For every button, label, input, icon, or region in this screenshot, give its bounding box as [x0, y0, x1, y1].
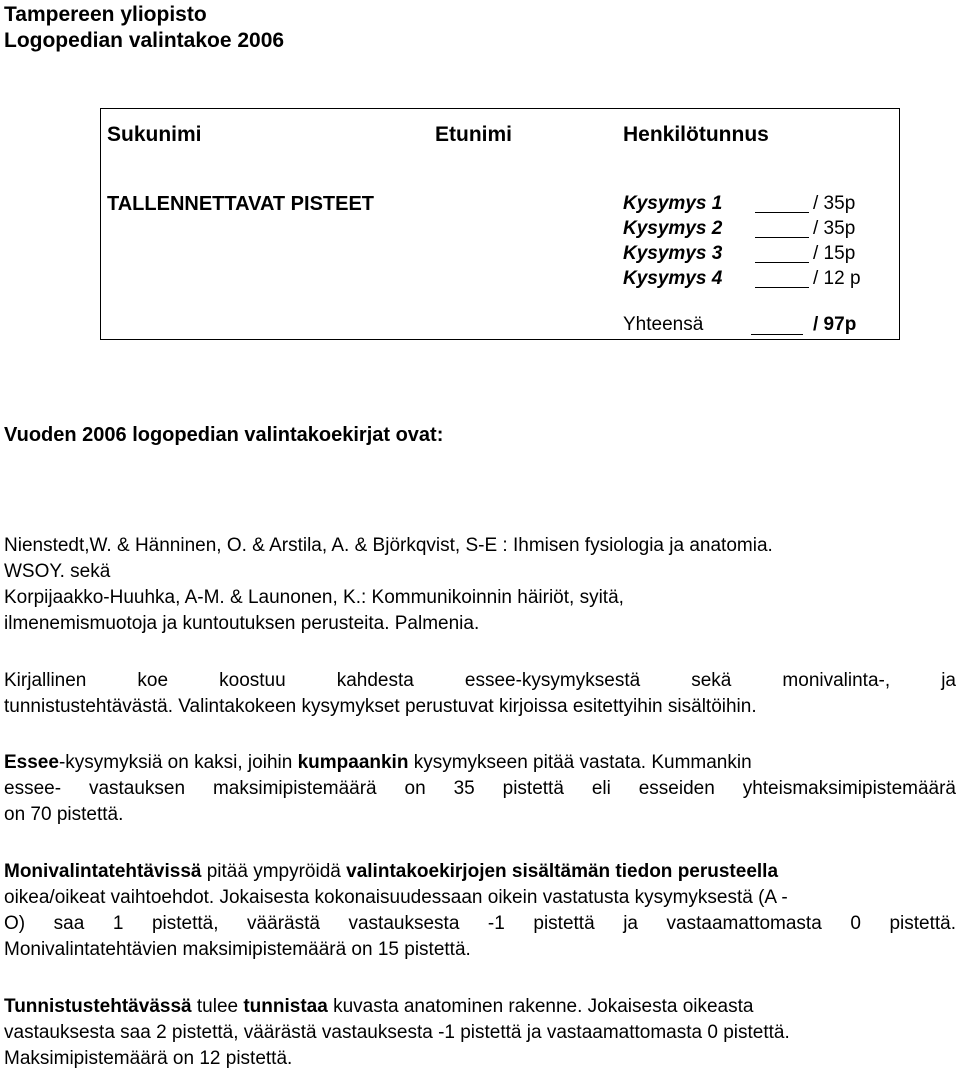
- total-label: Yhteensä: [623, 314, 704, 335]
- books-heading: Vuoden 2006 logopedian valintakoekirjat ovat:: [4, 424, 444, 446]
- book-line: WSOY. sekä: [4, 561, 111, 582]
- tally-title: TALLENNETTAVAT PISTEET: [107, 193, 375, 215]
- essay-paragraph: [4, 750, 956, 828]
- emphasis: valintakoekirjojen sisältämän tiedon perusteella: [346, 861, 779, 882]
- score-blank: [755, 287, 809, 288]
- paragraph-line: Monivalintatehtävien maksimipistemäärä on 15 pistettä.: [4, 939, 471, 960]
- text-run: kysymykseen pitää vastata. Kummankin: [408, 752, 752, 773]
- paragraph-line: on 70 pistettä.: [4, 804, 124, 825]
- multiple-choice-paragraph: [4, 859, 956, 963]
- question-max: / 35p: [813, 218, 856, 239]
- book-list: [4, 533, 956, 637]
- essay-term: Essee: [4, 752, 59, 773]
- question-label: Kysymys 2: [623, 218, 723, 239]
- id-label: Henkilötunnus: [623, 123, 769, 146]
- id-task-term: Tunnistustehtävässä: [4, 996, 192, 1017]
- paragraph-line: vastauksesta saa 2 pistettä, väärästä vastauksesta -1 pistettä ja vastaamattomasta 0 pistettä.: [4, 1022, 790, 1043]
- paragraph-line: O) saa 1 pistettä, väärästä vastauksesta -1 pistettä ja vastaamattomasta 0 pistettä.: [4, 913, 956, 934]
- firstname-label: Etunimi: [435, 123, 512, 146]
- paragraph-line: oikea/oikeat vaihtoehdot. Jokaisesta kokonaisuudessaan oikein vastatusta kysymyksestä (A -: [4, 887, 788, 908]
- text-run: pitää ympyröidä: [201, 861, 347, 882]
- score-blank: [755, 262, 809, 263]
- surname-label: Sukunimi: [107, 123, 202, 146]
- score-blank: [755, 237, 809, 238]
- question-max: / 35p: [813, 193, 856, 214]
- paragraph-line: Kirjallinen koe koostuu kahdesta essee-kysymyksestä sekä monivalinta-, ja: [4, 670, 956, 691]
- identification-paragraph: [4, 994, 956, 1072]
- score-box: [100, 108, 900, 340]
- paragraph-line: essee- vastauksen maksimipistemäärä on 35 pistettä eli esseiden yhteismaksimipistemäärä: [4, 778, 956, 799]
- university-name: Tampereen yliopisto: [4, 3, 207, 26]
- emphasis: tunnistaa: [243, 996, 328, 1017]
- paragraph-line: Maksimipistemäärä on 12 pistettä.: [4, 1048, 293, 1069]
- text-run: kuvasta anatominen rakenne. Jokaisesta oikeasta: [327, 996, 754, 1017]
- paragraph-line: tunnistustehtävästä. Valintakokeen kysymykset perustuvat kirjoissa esitettyihin sisältöihin.: [4, 696, 757, 717]
- question-max: / 12 p: [813, 268, 861, 289]
- question-label: Kysymys 3: [623, 243, 723, 264]
- book-line: Nienstedt,W. & Hänninen, O. & Arstila, A. & Björkqvist, S-E : Ihmisen fysiologia ja anatomia.: [4, 535, 773, 556]
- paragraph-line: [4, 994, 956, 1020]
- total-blank: [751, 334, 803, 335]
- exam-title: Logopedian valintakoe 2006: [4, 29, 285, 52]
- text-run: tulee: [191, 996, 244, 1017]
- mc-term: Monivalintatehtävissä: [4, 861, 202, 882]
- text-run: -kysymyksiä on kaksi, joihin: [58, 752, 298, 773]
- paragraph-line: [4, 859, 956, 885]
- book-line: Korpijaakko-Huuhka, A-M. & Launonen, K.: Kommunikoinnin häiriöt, syitä,: [4, 587, 624, 608]
- total-max: / 97p: [813, 314, 857, 335]
- emphasis: kumpaankin: [297, 752, 409, 773]
- paragraph-line: [4, 750, 956, 776]
- question-label: Kysymys 1: [623, 193, 723, 214]
- exam-structure-paragraph: [4, 668, 956, 720]
- score-blank: [755, 212, 809, 213]
- book-line: ilmenemismuotoja ja kuntoutuksen perusteita. Palmenia.: [4, 613, 480, 634]
- question-label: Kysymys 4: [623, 268, 723, 289]
- question-max: / 15p: [813, 243, 856, 264]
